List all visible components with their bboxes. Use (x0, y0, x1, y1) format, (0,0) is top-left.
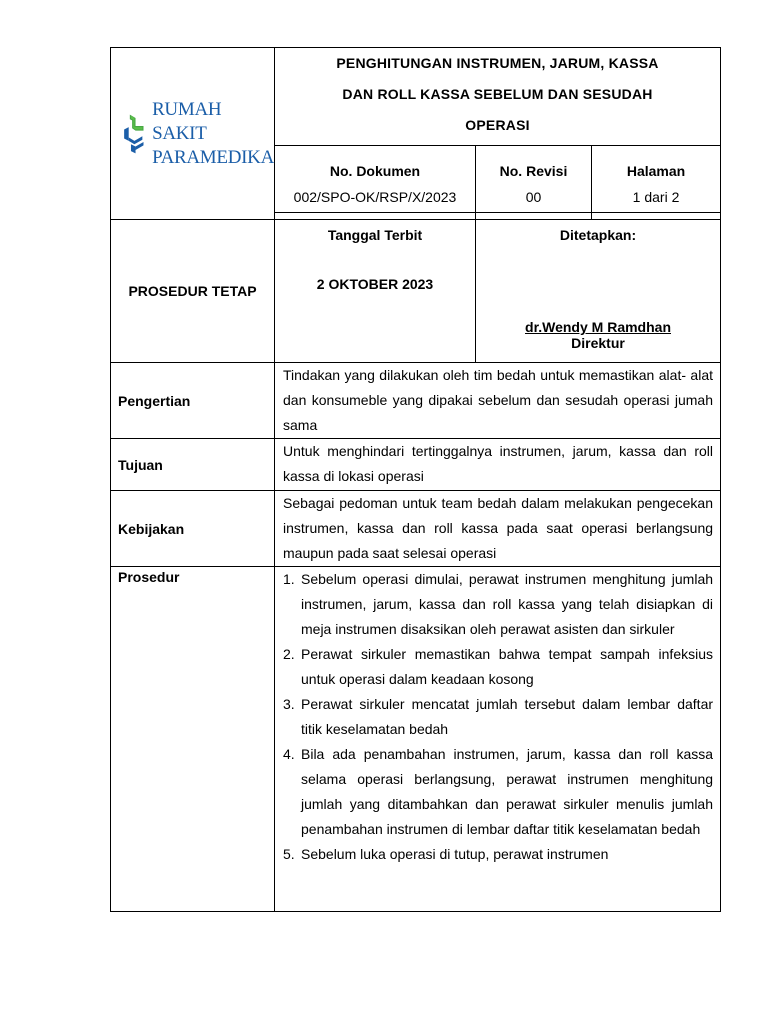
issue-date-value: 2 OKTOBER 2023 (316, 276, 434, 292)
title-line-2: DAN ROLL KASSA SEBELUM DAN SESUDAH (342, 86, 653, 102)
prosedur-step (283, 692, 713, 742)
logo-line-1: RUMAH SAKIT (152, 98, 222, 144)
page-label: Halaman (626, 163, 686, 179)
spacer-cell (275, 213, 476, 220)
step-text: Sebelum luka operasi di tutup, perawat instrumen (301, 846, 609, 862)
step-text: Perawat sirkuler mencatat jumlah tersebut dalam lembar daftar titik keselamatan bedah (301, 696, 714, 737)
hospital-cross-icon (123, 98, 148, 170)
spacer-cell (476, 213, 592, 220)
prosedur-list (283, 567, 713, 867)
prosedur-label: Prosedur (111, 567, 275, 912)
logo-line-2: PARAMEDIKA (152, 146, 274, 168)
tujuan-label: Tujuan (111, 439, 275, 491)
pengertian-text: Tindakan yang dilakukan oleh tim bedah untuk memastikan alat- alat dan konsumeble yang dipakai sebelum dan sesudah operasi jumah sama (275, 363, 721, 439)
step-text: Bila ada penambahan instrumen, jarum, kassa dan roll kassa selama operasi berlangsung, perawat instrumen menghitung jumlah yang ditambahkan dan perawat sirkuler menulis jumlah penambahan instrumen di lembar daftar titik keselamatan bedah (301, 746, 714, 837)
issue-date-label: Tanggal Terbit (327, 227, 423, 243)
revision-label: No. Revisi (499, 163, 568, 179)
logo-cell (111, 48, 275, 220)
doc-number-label: No. Dokumen (329, 163, 421, 179)
prosedur-step (283, 642, 713, 692)
procedure-type (111, 220, 275, 363)
prosedur-steps (275, 567, 721, 912)
issue-date-cell (275, 220, 476, 363)
revision-value: 00 (525, 189, 542, 205)
doc-number-value: 002/SPO-OK/RSP/X/2023 (293, 189, 457, 205)
kebijakan-label: Kebijakan (111, 491, 275, 567)
page-cell (592, 146, 721, 213)
step-text: Sebelum operasi dimulai, perawat instrumen menghitung jumlah instrumen, jarum, kassa dan roll kassa yang telah disiapkan di meja instrumen disaksikan oleh perawat asisten dan sirkuler (301, 571, 714, 637)
step-number: 1. (283, 571, 295, 587)
approval-cell (476, 220, 721, 363)
step-number: 5. (283, 846, 295, 862)
prosedur-step (283, 742, 713, 842)
pengertian-label: Pengertian (111, 363, 275, 439)
step-number: 3. (283, 696, 295, 712)
sop-document (110, 47, 720, 912)
document-title (275, 48, 721, 146)
kebijakan-text: Sebagai pedoman untuk team bedah dalam melakukan pengecekan instrumen, kassa dan roll kassa pada saat operasi berlangsung maupun pada saat selesai operasi (275, 491, 721, 567)
title-line-1: PENGHITUNGAN INSTRUMEN, JARUM, KASSA (336, 55, 659, 71)
spacer-cell (592, 213, 721, 220)
step-number: 4. (283, 746, 295, 762)
sop-table (110, 47, 721, 912)
prosedur-step (283, 567, 713, 642)
doc-number-cell (275, 146, 476, 213)
step-text: Perawat sirkuler memastikan bahwa tempat sampah infeksius untuk operasi dalam keadaan kosong (301, 646, 714, 687)
signer-name: dr.Wendy M Ramdhan (525, 319, 671, 335)
procedure-type-label: PROSEDUR TETAP (128, 283, 257, 299)
prosedur-step (283, 842, 713, 867)
tujuan-text: Untuk menghindari tertinggalnya instrumen, jarum, kassa dan roll kassa di lokasi operasi (275, 439, 721, 491)
page-value: 1 dari 2 (632, 189, 680, 205)
hospital-logo (111, 98, 274, 170)
title-line-3: OPERASI (465, 117, 530, 133)
signer-title: Direktur (571, 335, 625, 351)
revision-cell (476, 146, 592, 213)
approval-label: Ditetapkan: (559, 227, 637, 243)
step-number: 2. (283, 646, 295, 662)
